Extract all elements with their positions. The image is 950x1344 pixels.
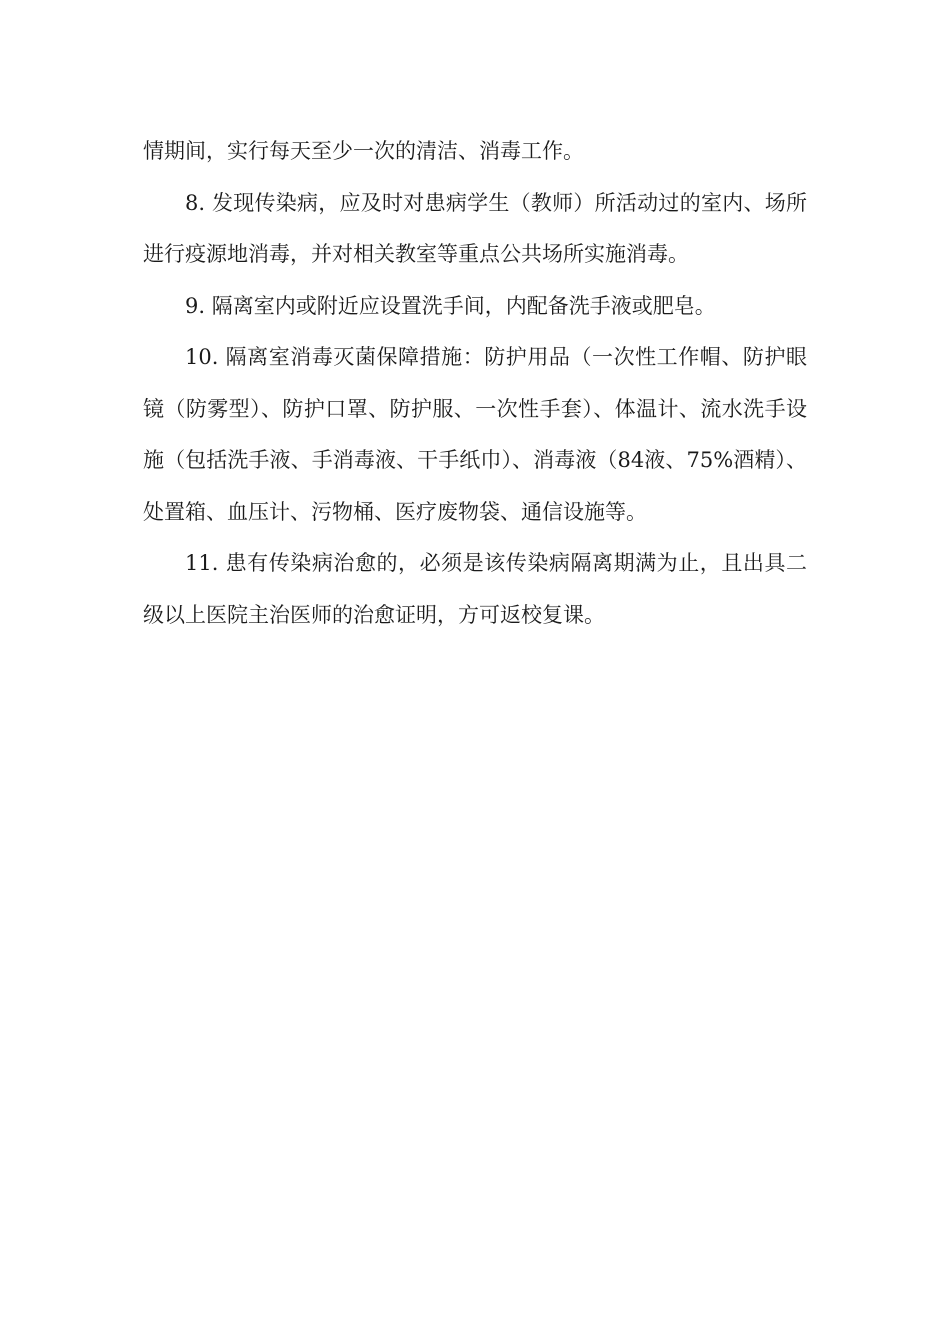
- paragraph-continuation: 情期间，实行每天至少一次的清洁、消毒工作。: [143, 139, 584, 163]
- paragraph-item-8: 8. 发现传染病，应及时对患病学生（教师）所活动过的室内、场所进行疫源地消毒，并对相关教室等重点公共场所实施消毒。: [143, 190, 807, 266]
- paragraph-item-10: 10. 隔离室消毒灭菌保障措施：防护用品（一次性工作帽、防护眼镜（防雾型）、防护口罩、防护服、一次性手套）、体温计、流水洗手设施（包括洗手液、手消毒液、干手纸巾）、消毒液（84液、75%酒精）、处置箱、血压计、污物桶、医疗废物袋、通信设施等。: [143, 345, 807, 524]
- document-body: [143, 126, 807, 641]
- paragraph-item-11: 11. 患有传染病治愈的，必须是该传染病隔离期满为止，且出具二级以上医院主治医师的治愈证明，方可返校复课。: [143, 551, 807, 627]
- paragraph-item-9: 9. 隔离室内或附近应设置洗手间，内配备洗手液或肥皂。: [185, 293, 716, 318]
